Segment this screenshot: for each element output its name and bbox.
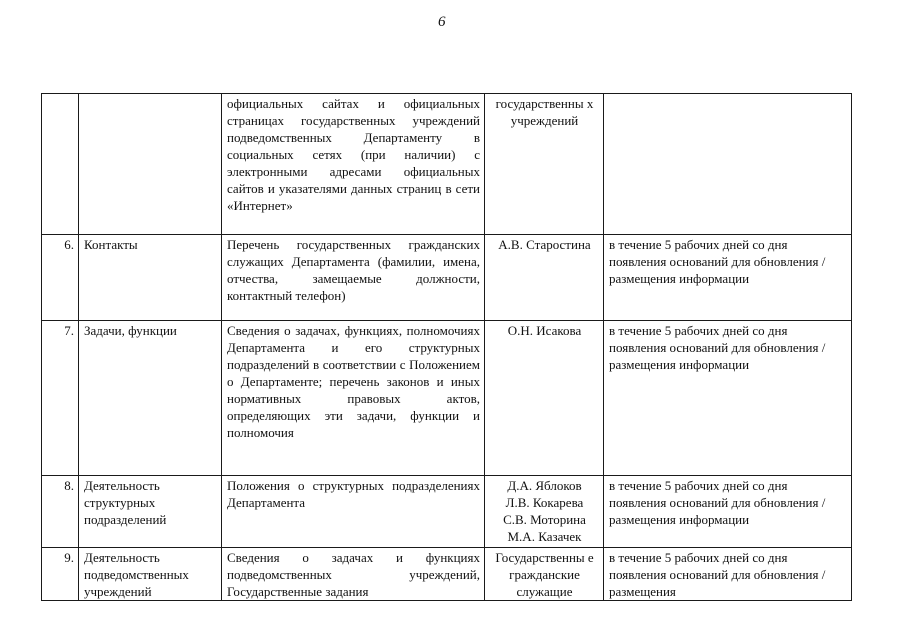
responsible-persons — [485, 476, 604, 548]
row-number: 8. — [42, 476, 79, 548]
responsible-person: А.В. Старостина — [485, 235, 604, 321]
page-number: 6 — [438, 14, 446, 30]
responsible-person: государственны х учреждений — [485, 94, 604, 235]
row-number: 7. — [42, 321, 79, 476]
section-description: Положения о структурных подразделениях Департамента — [222, 476, 485, 548]
table-row — [42, 476, 852, 548]
responsible-person: Государственны е гражданские служащие — [485, 548, 604, 601]
responsible-person: Л.В. Кокарева — [505, 495, 584, 510]
section-description: Сведения о задачах и функциях подведомственных учреждений, Государственные задания — [222, 548, 485, 601]
update-term: в течение 5 рабочих дней со дня появления оснований для обновления /размещения информации — [604, 235, 852, 321]
table-row — [42, 548, 852, 601]
update-term: в течение 5 рабочих дней со дня появления оснований для обновления /размещения информации — [604, 476, 852, 548]
section-title — [79, 94, 222, 235]
responsible-person: Д.А. Яблоков — [507, 478, 582, 493]
section-title: Деятельность структурных подразделений — [79, 476, 222, 548]
row-number: 9. — [42, 548, 79, 601]
section-title: Задачи, функции — [79, 321, 222, 476]
section-description: Перечень государственных гражданских служащих Департамента (фамилии, имена, отчества, замещаемые должности, контактный телефон) — [222, 235, 485, 321]
responsible-person: О.Н. Исакова — [485, 321, 604, 476]
section-description: Сведения о задачах, функциях, полномочиях Департамента и его структурных подразделений в соответствии с Положением о Департаменте; перечень законов и иных нормативных правовых актов, определяющих эти задачи, функции и полномочия — [222, 321, 485, 476]
section-description: официальных сайтах и официальных страницах государственных учреждений подведомственных Департаменту в социальных сетях (при наличии) с электронными адресами официальных сайтов и указателями данных страниц в сети «Интернет» — [222, 94, 485, 235]
update-term: в течение 5 рабочих дней со дня появления оснований для обновления /размещения — [604, 548, 852, 601]
update-term — [604, 94, 852, 235]
document-table — [41, 93, 852, 601]
row-number: 6. — [42, 235, 79, 321]
table-row — [42, 235, 852, 321]
row-number — [42, 94, 79, 235]
responsible-person: С.В. Моторина — [503, 512, 586, 527]
update-term: в течение 5 рабочих дней со дня появления оснований для обновления /размещения информации — [604, 321, 852, 476]
responsible-person: М.А. Казачек — [507, 529, 582, 544]
table-row — [42, 94, 852, 235]
section-title: Деятельность подведомственных учреждений — [79, 548, 222, 601]
table-row — [42, 321, 852, 476]
section-title: Контакты — [79, 235, 222, 321]
